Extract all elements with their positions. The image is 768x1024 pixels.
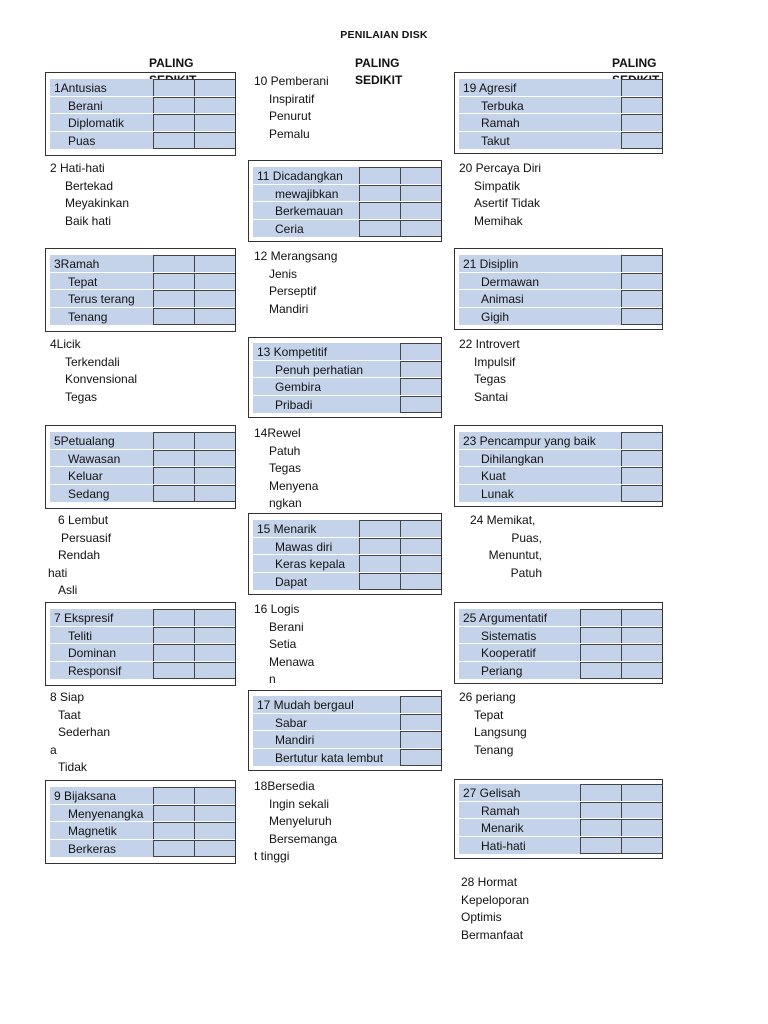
- option-label: Baik hati: [65, 213, 112, 228]
- group-heading: 26 periang: [459, 690, 516, 704]
- group-heading: 25 Argumentatif: [463, 611, 548, 625]
- option-row: [253, 555, 441, 573]
- option-label: Tegas: [474, 372, 507, 386]
- least-checkbox[interactable]: [194, 840, 235, 858]
- group-heading-row: [253, 520, 441, 538]
- group-heading: 20 Percaya Diri: [459, 161, 542, 175]
- least-checkbox[interactable]: [194, 787, 235, 804]
- most-checkbox[interactable]: [359, 573, 400, 591]
- most-checkbox[interactable]: [153, 805, 194, 822]
- option-row: [459, 450, 662, 468]
- option-label: Lunak: [481, 486, 514, 501]
- option-label: Magnetik: [68, 824, 117, 838]
- option-row: [50, 114, 235, 132]
- question-group-6: [50, 512, 111, 600]
- question-group-26: [459, 689, 527, 759]
- option-row: [459, 644, 662, 662]
- least-checkbox[interactable]: [621, 255, 662, 272]
- option-label: Penuh perhatian: [275, 362, 364, 377]
- group-heading: 12 Merangsang: [254, 249, 338, 263]
- group-heading-row: [253, 343, 441, 361]
- column-header-line1: PALING: [355, 56, 400, 70]
- option-row: [50, 805, 235, 823]
- option-row: [50, 132, 235, 150]
- option-label: Tenang: [474, 742, 514, 757]
- least-checkbox[interactable]: [400, 520, 441, 537]
- group-heading: 22 Introvert: [459, 337, 520, 351]
- option-row: [50, 627, 235, 645]
- option-label: Rendah: [58, 548, 101, 562]
- least-checkbox[interactable]: [194, 467, 235, 484]
- least-checkbox[interactable]: [194, 273, 235, 290]
- option-row: [50, 840, 235, 858]
- option-label: Ramah: [481, 803, 520, 818]
- option-row: [459, 837, 662, 855]
- question-group-7: [45, 602, 236, 686]
- least-checkbox[interactable]: [400, 749, 441, 767]
- option-row: [459, 97, 662, 115]
- page-title: PENILAIAN DISK: [340, 29, 428, 41]
- least-checkbox[interactable]: [621, 132, 662, 150]
- option-label: Menawa: [269, 654, 315, 669]
- group-heading: 2 Hati-hati: [50, 161, 105, 175]
- option-label: Berani: [269, 619, 304, 634]
- least-checkbox[interactable]: [194, 255, 235, 272]
- group-heading-row: [253, 167, 441, 185]
- option-row: [459, 627, 662, 645]
- option-label: Bermanfaat: [461, 927, 524, 942]
- option-row: [253, 202, 441, 220]
- option-label: Santai: [474, 389, 509, 404]
- group-heading: 9 Bijaksana: [54, 789, 117, 803]
- option-row: [50, 97, 235, 115]
- option-label: Taat: [58, 707, 81, 722]
- least-checkbox[interactable]: [621, 784, 662, 801]
- most-checkbox[interactable]: [359, 555, 400, 572]
- option-row: [50, 644, 235, 662]
- option-label: Dihilangkan: [481, 451, 544, 466]
- most-checkbox[interactable]: [153, 97, 194, 114]
- question-group-15: [248, 513, 442, 595]
- option-label: Menuntut,: [488, 548, 542, 562]
- most-checkbox[interactable]: [153, 79, 194, 96]
- least-checkbox[interactable]: [194, 609, 235, 626]
- option-label: Menyeluruh: [269, 814, 332, 828]
- option-row: [253, 361, 441, 379]
- least-checkbox[interactable]: [621, 467, 662, 484]
- group-heading-row: [459, 255, 662, 273]
- option-row: [459, 114, 662, 132]
- least-checkbox[interactable]: [621, 485, 662, 503]
- option-row: [50, 308, 235, 326]
- option-label: Patuh: [510, 565, 542, 580]
- group-heading-row: [50, 255, 235, 273]
- most-checkbox[interactable]: [359, 538, 400, 555]
- option-row: [253, 714, 441, 732]
- question-group-27: [454, 779, 663, 859]
- option-label: Tepat: [474, 707, 504, 722]
- group-heading: 23 Pencampur yang baik: [463, 434, 596, 448]
- option-label: hati: [48, 565, 68, 580]
- option-label: Menarik: [481, 821, 524, 835]
- option-label: Sistematis: [481, 628, 537, 643]
- most-checkbox[interactable]: [359, 185, 400, 202]
- least-checkbox[interactable]: [400, 696, 441, 713]
- most-checkbox[interactable]: [153, 450, 194, 467]
- question-group-13: [248, 337, 442, 418]
- option-row: [459, 662, 662, 680]
- option-label: mewajibkan: [275, 186, 339, 201]
- least-checkbox[interactable]: [400, 361, 441, 378]
- group-heading-row: [459, 79, 662, 97]
- option-label: Terus terang: [68, 292, 135, 306]
- question-group-8: [50, 689, 110, 775]
- option-label: Periang: [481, 663, 523, 678]
- least-checkbox[interactable]: [621, 273, 662, 290]
- most-checkbox[interactable]: [153, 485, 194, 503]
- option-label: Mandiri: [269, 301, 309, 316]
- group-heading: 11 Dicadangkan: [257, 169, 343, 183]
- option-row: [253, 731, 441, 749]
- group-heading: 13 Kompetitif: [257, 345, 328, 359]
- least-checkbox[interactable]: [621, 114, 662, 131]
- least-checkbox[interactable]: [400, 714, 441, 731]
- least-checkbox[interactable]: [194, 97, 235, 114]
- least-checkbox[interactable]: [400, 185, 441, 202]
- least-checkbox[interactable]: [400, 220, 441, 238]
- option-row: [253, 573, 441, 591]
- option-label: Simpatik: [474, 178, 521, 193]
- option-label: Tepat: [68, 274, 98, 289]
- most-checkbox[interactable]: [359, 520, 400, 537]
- least-checkbox[interactable]: [621, 837, 662, 855]
- most-checkbox[interactable]: [153, 467, 194, 484]
- most-checkbox[interactable]: [153, 114, 194, 131]
- least-checkbox[interactable]: [621, 97, 662, 114]
- option-label: Diplomatik: [68, 116, 125, 130]
- option-label: n: [269, 672, 276, 686]
- question-group-3: [45, 248, 236, 332]
- least-checkbox[interactable]: [194, 114, 235, 131]
- question-group-4: [50, 336, 137, 406]
- group-heading: 16 Logis: [254, 602, 300, 616]
- least-checkbox[interactable]: [400, 202, 441, 219]
- option-label: Tenang: [68, 309, 108, 324]
- least-checkbox[interactable]: [400, 396, 441, 414]
- option-label: Gembira: [275, 380, 322, 394]
- option-label: Dapat: [275, 574, 308, 589]
- option-row: [459, 802, 662, 820]
- option-row: [253, 396, 441, 414]
- option-row: [50, 467, 235, 485]
- most-checkbox[interactable]: [580, 609, 621, 626]
- option-label: Konvensional: [65, 372, 138, 386]
- option-row: [459, 290, 662, 308]
- option-label: Bertutur kata lembut: [275, 750, 384, 765]
- least-checkbox[interactable]: [621, 802, 662, 819]
- option-label: Pribadi: [275, 397, 313, 412]
- least-checkbox[interactable]: [400, 573, 441, 591]
- most-checkbox[interactable]: [359, 220, 400, 238]
- option-label: Jenis: [269, 266, 298, 281]
- option-label: Puas,: [511, 530, 542, 545]
- group-heading: 15 Menarik: [257, 522, 317, 536]
- option-label: Dermawan: [481, 274, 540, 289]
- option-row: [253, 749, 441, 767]
- group-heading-row: [459, 784, 662, 802]
- option-label: Takut: [481, 133, 510, 148]
- least-checkbox[interactable]: [400, 343, 441, 360]
- option-label: Keluar: [68, 469, 103, 483]
- group-heading-row: [50, 787, 235, 805]
- option-row: [253, 378, 441, 396]
- option-label: Mawas diri: [275, 539, 333, 554]
- most-checkbox[interactable]: [359, 202, 400, 219]
- question-group-18: [254, 778, 337, 866]
- option-row: [50, 485, 235, 503]
- group-heading: 21 Disiplin: [463, 257, 519, 271]
- option-label: Bertekad: [65, 178, 114, 193]
- most-checkbox[interactable]: [580, 644, 621, 661]
- most-checkbox[interactable]: [153, 308, 194, 326]
- least-checkbox[interactable]: [400, 731, 441, 748]
- option-label: Inspiratif: [269, 91, 315, 106]
- group-heading-row: [459, 432, 662, 450]
- option-label: Berkemauan: [275, 204, 344, 218]
- option-label: Asertif Tidak: [474, 196, 541, 210]
- option-label: Tidak: [58, 760, 87, 774]
- question-group-19: [454, 72, 663, 154]
- question-group-17: [248, 690, 442, 771]
- option-label: Tegas: [65, 389, 98, 404]
- option-row: [50, 822, 235, 840]
- least-checkbox[interactable]: [194, 450, 235, 467]
- question-group-24: [470, 512, 542, 582]
- option-row: [253, 220, 441, 238]
- option-label: Patuh: [269, 443, 301, 458]
- question-group-14: [254, 425, 318, 513]
- group-heading: 27 Gelisah: [463, 786, 521, 800]
- question-group-20: [459, 160, 541, 230]
- option-label: Bersemanga: [269, 831, 338, 846]
- most-checkbox[interactable]: [153, 627, 194, 644]
- option-label: Langsung: [474, 725, 527, 739]
- column-header-line1: PALING: [612, 56, 657, 70]
- least-checkbox[interactable]: [621, 662, 662, 680]
- option-label: a: [50, 742, 57, 757]
- option-row: [50, 662, 235, 680]
- group-heading: 4Licik: [50, 337, 81, 351]
- option-label: Wawasan: [68, 451, 121, 466]
- least-checkbox[interactable]: [194, 644, 235, 661]
- option-label: Terbuka: [481, 98, 524, 113]
- least-checkbox[interactable]: [621, 290, 662, 307]
- group-heading: 6 Lembut: [58, 513, 109, 527]
- column-header-line1: PALING: [149, 56, 194, 70]
- group-heading: 1Antusias: [54, 81, 107, 95]
- option-label: Perseptif: [269, 284, 317, 298]
- question-group-22: [459, 336, 520, 406]
- least-checkbox[interactable]: [194, 822, 235, 839]
- option-label: ngkan: [269, 496, 302, 510]
- question-group-23: [454, 425, 663, 507]
- option-row: [253, 538, 441, 556]
- option-label: Memihak: [474, 213, 523, 228]
- group-heading-row: [459, 609, 662, 627]
- least-checkbox[interactable]: [400, 538, 441, 555]
- option-label: t tinggi: [254, 849, 290, 863]
- group-heading-row: [50, 432, 235, 450]
- option-row: [459, 132, 662, 150]
- group-heading: 7 Ekspresif: [54, 611, 114, 625]
- question-group-10: [254, 73, 329, 143]
- option-row: [50, 273, 235, 291]
- least-checkbox[interactable]: [621, 432, 662, 449]
- least-checkbox[interactable]: [621, 308, 662, 326]
- question-group-2: [50, 160, 129, 230]
- option-row: [253, 185, 441, 203]
- group-heading: 24 Memikat,: [470, 513, 536, 527]
- question-group-1: [45, 72, 236, 156]
- most-checkbox[interactable]: [153, 290, 194, 307]
- least-checkbox[interactable]: [621, 450, 662, 467]
- most-checkbox[interactable]: [153, 787, 194, 804]
- option-label: Berkeras: [68, 841, 117, 856]
- question-group-12: [254, 248, 337, 318]
- option-label: Meyakinkan: [65, 196, 130, 210]
- least-checkbox[interactable]: [194, 290, 235, 307]
- option-label: Dominan: [68, 646, 117, 660]
- option-row: [459, 467, 662, 485]
- group-heading: 10 Pemberani: [254, 74, 329, 88]
- option-label: Sederhan: [58, 725, 111, 739]
- group-heading: 5Petualang: [54, 434, 115, 448]
- most-checkbox[interactable]: [580, 784, 621, 801]
- option-label: Asli: [58, 583, 78, 597]
- option-label: Tegas: [269, 461, 302, 475]
- least-checkbox[interactable]: [194, 662, 235, 680]
- column-header-middle: [355, 55, 402, 89]
- option-label: Gigih: [481, 309, 510, 324]
- option-label: Ingin sekali: [269, 796, 330, 811]
- least-checkbox[interactable]: [621, 819, 662, 836]
- option-label: Hati-hati: [481, 838, 526, 853]
- least-checkbox[interactable]: [194, 132, 235, 150]
- option-label: Optimis: [461, 910, 502, 924]
- most-checkbox[interactable]: [153, 132, 194, 150]
- option-row: [459, 819, 662, 837]
- least-checkbox[interactable]: [194, 805, 235, 822]
- group-heading: 17 Mudah bergaul: [257, 698, 354, 712]
- option-row: [459, 308, 662, 326]
- least-checkbox[interactable]: [194, 432, 235, 449]
- group-heading: 8 Siap: [50, 690, 85, 704]
- option-label: Berani: [68, 98, 103, 113]
- option-label: Sabar: [275, 715, 308, 730]
- most-checkbox[interactable]: [580, 837, 621, 855]
- group-heading-row: [50, 79, 235, 97]
- option-label: Kuat: [481, 469, 506, 483]
- least-checkbox[interactable]: [400, 167, 441, 184]
- question-group-9: [45, 780, 236, 864]
- option-label: Animasi: [481, 292, 524, 306]
- least-checkbox[interactable]: [621, 627, 662, 644]
- option-label: Sedang: [68, 486, 110, 501]
- most-checkbox[interactable]: [153, 432, 194, 449]
- least-checkbox[interactable]: [194, 79, 235, 96]
- option-label: Impulsif: [474, 354, 516, 369]
- option-row: [459, 485, 662, 503]
- question-group-11: [248, 160, 442, 242]
- group-heading: 19 Agresif: [463, 81, 517, 95]
- least-checkbox[interactable]: [194, 308, 235, 326]
- option-label: Menyenangka: [68, 806, 144, 821]
- option-label: Setia: [269, 637, 297, 651]
- option-label: Menyena: [269, 478, 319, 493]
- least-checkbox[interactable]: [621, 644, 662, 661]
- option-label: Pemalu: [269, 126, 310, 141]
- group-heading-row: [50, 609, 235, 627]
- most-checkbox[interactable]: [153, 255, 194, 272]
- most-checkbox[interactable]: [580, 627, 621, 644]
- option-label: Teliti: [68, 628, 93, 643]
- most-checkbox[interactable]: [153, 609, 194, 626]
- most-checkbox[interactable]: [153, 662, 194, 680]
- most-checkbox[interactable]: [153, 822, 194, 839]
- group-heading-row: [253, 696, 441, 714]
- option-label: Penurut: [269, 109, 312, 123]
- group-heading: 18Bersedia: [254, 779, 315, 793]
- option-row: [459, 273, 662, 291]
- group-heading: 28 Hormat: [461, 875, 518, 889]
- least-checkbox[interactable]: [621, 609, 662, 626]
- option-label: Ceria: [275, 221, 304, 236]
- option-row: [50, 290, 235, 308]
- option-label: Responsif: [68, 663, 122, 678]
- most-checkbox[interactable]: [359, 167, 400, 184]
- most-checkbox[interactable]: [153, 644, 194, 661]
- least-checkbox[interactable]: [194, 627, 235, 644]
- question-group-16: [254, 601, 314, 689]
- least-checkbox[interactable]: [621, 79, 662, 96]
- most-checkbox[interactable]: [153, 840, 194, 858]
- option-label: Mandiri: [275, 733, 315, 747]
- column-header-line2: SEDIKIT: [355, 73, 403, 87]
- most-checkbox[interactable]: [153, 273, 194, 290]
- option-row: [50, 450, 235, 468]
- question-group-25: [454, 602, 663, 684]
- option-label: Ramah: [481, 116, 520, 130]
- group-heading: 14Rewel: [254, 426, 301, 440]
- option-label: Kepeloporan: [461, 892, 530, 907]
- option-label: Keras kepala: [275, 557, 346, 571]
- least-checkbox[interactable]: [400, 378, 441, 395]
- most-checkbox[interactable]: [580, 802, 621, 819]
- group-heading: 3Ramah: [54, 257, 100, 271]
- question-group-28: [461, 874, 529, 944]
- option-label: Persuasif: [61, 530, 112, 545]
- question-group-21: [454, 248, 663, 330]
- least-checkbox[interactable]: [400, 555, 441, 572]
- most-checkbox[interactable]: [580, 662, 621, 680]
- option-label: Kooperatif: [481, 646, 536, 660]
- option-label: Terkendali: [65, 354, 120, 369]
- question-group-5: [45, 425, 236, 509]
- most-checkbox[interactable]: [580, 819, 621, 836]
- option-label: Puas: [68, 133, 96, 148]
- least-checkbox[interactable]: [194, 485, 235, 503]
